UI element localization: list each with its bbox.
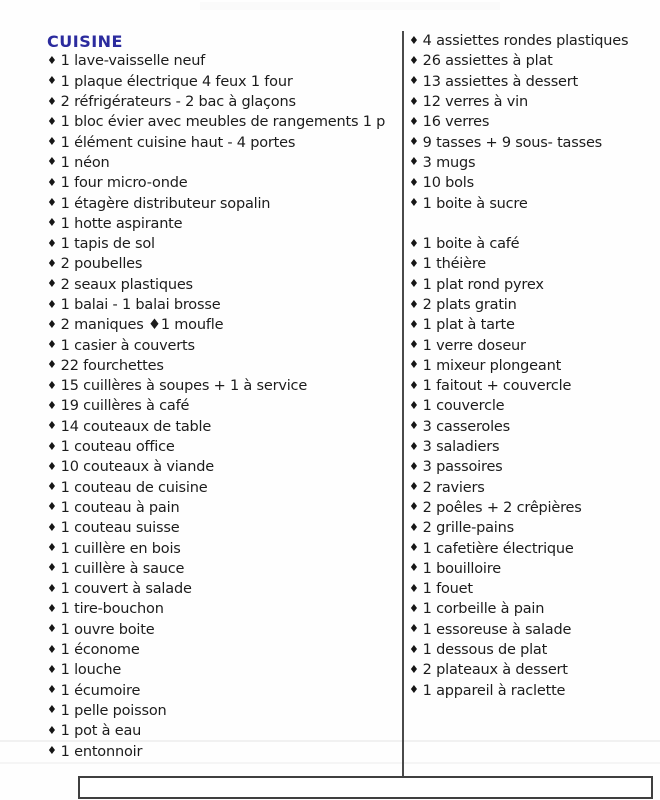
list-item [47,132,397,152]
list-item [47,620,397,640]
list-item-text: 14 couteaux de table [60,418,212,435]
list-item-text: 16 verres [422,114,490,131]
list-item-text: 1 tire-bouchon [60,601,164,618]
list-item [409,315,657,335]
list-item-text: 13 assiettes à dessert [422,73,579,90]
list-item [47,741,397,761]
list-item-text: 1 couteau office [60,439,175,456]
list-item-text: 1 bouilloire [422,560,501,577]
list-item [47,498,397,518]
list-item-text: 3 saladiers [422,439,500,456]
list-item-text: 9 tasses + 9 sous- tasses [422,134,603,151]
diamond-bullet-icon: ♦ [409,520,419,534]
diamond-bullet-icon: ♦ [409,135,419,149]
list-item [47,376,397,396]
list-item-text: 1 casier à couverts [60,337,195,354]
diamond-bullet-icon: ♦ [409,601,419,615]
diamond-bullet-icon: ♦ [409,581,419,595]
list-item [47,660,397,680]
list-item-text: 2 raviers [422,479,485,496]
list-item [47,214,397,234]
diamond-bullet-icon: ♦ [47,642,57,656]
scan-artifact-streak [0,762,660,764]
diamond-bullet-icon: ♦ [47,155,57,169]
list-item [47,173,397,193]
diamond-bullet-icon: ♦ [47,135,57,149]
right-item-list-group1 [409,31,657,214]
diamond-bullet-icon: ♦ [47,338,57,352]
section-title-cuisine: CUISINE [47,31,123,51]
list-item-text: 1 louche [60,662,122,679]
list-item [47,295,397,315]
list-item [409,295,657,315]
list-item-text: 3 casseroles [422,418,511,435]
list-item [409,335,657,355]
list-item [47,579,397,599]
list-item [47,92,397,112]
list-item-text: 22 fourchettes [60,357,164,374]
list-item-text: 1 boite à sucre [422,195,528,212]
diamond-bullet-icon: ♦ [47,459,57,473]
diamond-bullet-icon: ♦ [47,94,57,108]
diamond-bullet-icon: ♦ [47,358,57,372]
list-item-text: 1 pot à eau [60,723,142,740]
list-item [409,478,657,498]
list-item-text: 1 couteau à pain [60,499,180,516]
list-item-text: 12 verres à vin [422,94,528,111]
left-column [47,31,397,762]
diamond-bullet-icon: ♦ [47,317,57,331]
list-item [409,559,657,579]
diamond-bullet-icon: ♦ [409,256,419,270]
list-item [47,457,397,477]
list-item [47,478,397,498]
list-item [47,234,397,254]
diamond-bullet-icon: ♦ [409,33,419,47]
list-item [409,681,657,701]
list-item [409,132,657,152]
list-item [409,31,657,51]
diamond-bullet-icon: ♦ [47,236,57,250]
diamond-bullet-icon: ♦ [47,196,57,210]
diamond-bullet-icon: ♦ [47,744,57,758]
list-item-text: 1 couteau suisse [60,520,180,537]
list-item [409,376,657,396]
diamond-bullet-icon: ♦ [47,520,57,534]
list-item [47,417,397,437]
list-item-text: 1 écumoire [60,682,141,699]
diamond-bullet-icon: ♦ [47,500,57,514]
diamond-bullet-icon: ♦ [409,378,419,392]
list-item-text: 1 cuillère en bois [60,540,181,557]
list-item [47,681,397,701]
list-item [47,51,397,71]
list-item [47,72,397,92]
diamond-bullet-icon: ♦ [409,439,419,453]
list-item-text: 1 dessous de plat [422,642,548,659]
list-item [47,721,397,741]
diamond-bullet-icon: ♦ [409,358,419,372]
list-item-text: 1 balai - 1 balai brosse [60,297,221,313]
list-item [409,234,657,254]
diamond-bullet-icon: ♦ [409,277,419,291]
diamond-bullet-icon: ♦ [409,338,419,352]
list-item-text: 2 maniques ♦1 moufle [60,317,224,334]
diamond-bullet-icon: ♦ [409,155,419,169]
diamond-bullet-icon: ♦ [47,561,57,575]
list-item-text: 1 mixeur plongeant [422,357,562,374]
right-item-list-group2 [409,234,657,701]
list-item [409,457,657,477]
left-item-list [47,51,397,761]
blank-line [409,214,657,234]
list-item-text: 1 four micro-onde [60,175,188,192]
diamond-bullet-icon: ♦ [47,601,57,615]
diamond-bullet-icon: ♦ [47,439,57,453]
list-item [409,275,657,295]
list-item-text: 1 plat rond pyrex [422,276,544,293]
list-item-text: 19 cuillères à café [60,398,190,415]
list-item-text: 2 grille-pains [422,520,514,537]
diamond-bullet-icon: ♦ [409,541,419,555]
list-item [47,538,397,558]
list-item [47,518,397,538]
diamond-bullet-icon: ♦ [409,114,419,128]
list-item [409,498,657,518]
diamond-bullet-icon: ♦ [409,683,419,697]
list-item [409,599,657,619]
list-item [409,579,657,599]
list-item-text: 1 néon [60,154,110,171]
list-item [409,51,657,71]
diamond-bullet-icon: ♦ [47,398,57,412]
list-item-text: 1 bloc évier avec meubles de rangements 1 p [60,114,386,131]
diamond-bullet-icon: ♦ [409,74,419,88]
list-item-text: 1 plat à tarte [422,317,515,334]
diamond-bullet-icon: ♦ [47,297,57,311]
diamond-bullet-icon: ♦ [409,297,419,311]
list-item-text: 26 assiettes à plat [422,53,553,70]
diamond-bullet-icon: ♦ [409,419,419,433]
column-divider-line [402,31,404,776]
diamond-bullet-icon: ♦ [409,175,419,189]
diamond-bullet-icon: ♦ [409,480,419,494]
list-item [47,315,397,335]
list-item [409,640,657,660]
list-item-text: 1 boite à café [422,236,520,253]
list-item-text: 2 seaux plastiques [60,276,193,293]
diamond-bullet-icon: ♦ [47,53,57,67]
list-item [409,518,657,538]
list-item [409,173,657,193]
diamond-bullet-icon: ♦ [409,662,419,676]
list-item-text: 1 couvercle [422,398,505,415]
diamond-bullet-icon: ♦ [47,256,57,270]
list-item-text: 2 plats gratin [422,297,517,313]
list-item-text: 3 passoires [422,459,503,476]
list-item-text: 2 poubelles [60,256,143,273]
diamond-bullet-icon: ♦ [409,622,419,636]
diamond-bullet-icon: ♦ [47,74,57,88]
diamond-bullet-icon: ♦ [409,398,419,412]
diamond-bullet-icon: ♦ [47,419,57,433]
list-item [47,599,397,619]
list-item [409,660,657,680]
list-item [409,112,657,132]
list-item [47,559,397,579]
list-item-text: 1 élément cuisine haut - 4 portes [60,134,296,151]
list-item-text: 1 théière [422,256,487,273]
diamond-bullet-icon: ♦ [409,500,419,514]
list-item-text: 1 verre doseur [422,337,526,354]
right-column [409,31,657,701]
diamond-bullet-icon: ♦ [409,53,419,67]
list-item-text: 1 couvert à salade [60,581,192,598]
list-item-text: 1 pelle poisson [60,702,167,719]
list-item-text: 1 faitout + couvercle [422,378,572,395]
list-item [47,275,397,295]
list-item-text: 1 cuillère à sauce [60,560,185,577]
list-item [409,193,657,213]
list-item-text: 4 assiettes rondes plastiques [422,33,629,50]
list-item-text: 10 bols [422,175,474,192]
list-item-text: 1 cafetière électrique [422,540,574,557]
diamond-bullet-icon: ♦ [409,642,419,656]
diamond-bullet-icon: ♦ [409,94,419,108]
list-item [409,620,657,640]
diamond-bullet-icon: ♦ [47,480,57,494]
list-item [409,92,657,112]
list-item-text: 1 fouet [422,581,473,598]
list-item [409,538,657,558]
footer-box [78,776,653,799]
list-item-text: 2 réfrigérateurs - 2 bac à glaçons [60,94,296,111]
diamond-bullet-icon: ♦ [47,703,57,717]
list-item [409,254,657,274]
list-item [47,153,397,173]
list-item [409,72,657,92]
list-item-text: 2 plateaux à dessert [422,662,568,679]
list-item-text: 1 économe [60,642,140,659]
list-item-text: 1 hotte aspirante [60,215,183,232]
list-item [47,437,397,457]
diamond-bullet-icon: ♦ [47,662,57,676]
list-item-text: 1 essoreuse à salade [422,621,572,638]
list-item [47,396,397,416]
diamond-bullet-icon: ♦ [47,378,57,392]
list-item [409,417,657,437]
list-item [47,335,397,355]
list-item-text: 1 ouvre boite [60,621,155,638]
list-item-text: 1 corbeille à pain [422,601,545,618]
list-item [47,254,397,274]
list-item-text: 1 appareil à raclette [422,682,566,699]
diamond-bullet-icon: ♦ [47,581,57,595]
list-item-text: 15 cuillères à soupes + 1 à service [60,378,308,395]
list-item [409,356,657,376]
diamond-bullet-icon: ♦ [47,277,57,291]
diamond-bullet-icon: ♦ [47,541,57,555]
diamond-bullet-icon: ♦ [47,175,57,189]
diamond-bullet-icon: ♦ [409,459,419,473]
diamond-bullet-icon: ♦ [47,622,57,636]
list-item-text: 2 poêles + 2 crêpières [422,499,582,516]
list-item-text: 3 mugs [422,154,476,171]
diamond-bullet-icon: ♦ [47,683,57,697]
scan-artifact-top [200,2,500,10]
diamond-bullet-icon: ♦ [409,236,419,250]
diamond-bullet-icon: ♦ [47,216,57,230]
diamond-bullet-icon: ♦ [409,196,419,210]
list-item-text: 1 plaque électrique 4 feux 1 four [60,73,293,90]
list-item [47,701,397,721]
list-item [409,153,657,173]
list-item-text: 1 lave-vaisselle neuf [60,53,206,70]
list-item [47,193,397,213]
list-item [47,356,397,376]
list-item [47,640,397,660]
list-item-text: 1 entonnoir [60,743,143,760]
list-item-text: 10 couteaux à viande [60,459,214,476]
list-item-text: 1 étagère distributeur sopalin [60,195,271,212]
diamond-bullet-icon: ♦ [47,723,57,737]
list-item-text: 1 couteau de cuisine [60,479,208,496]
diamond-bullet-icon: ♦ [409,317,419,331]
list-item [47,112,397,132]
diamond-bullet-icon: ♦ [409,561,419,575]
list-item-text: 1 tapis de sol [60,236,155,253]
list-item [409,437,657,457]
list-item [409,396,657,416]
diamond-bullet-icon: ♦ [47,114,57,128]
